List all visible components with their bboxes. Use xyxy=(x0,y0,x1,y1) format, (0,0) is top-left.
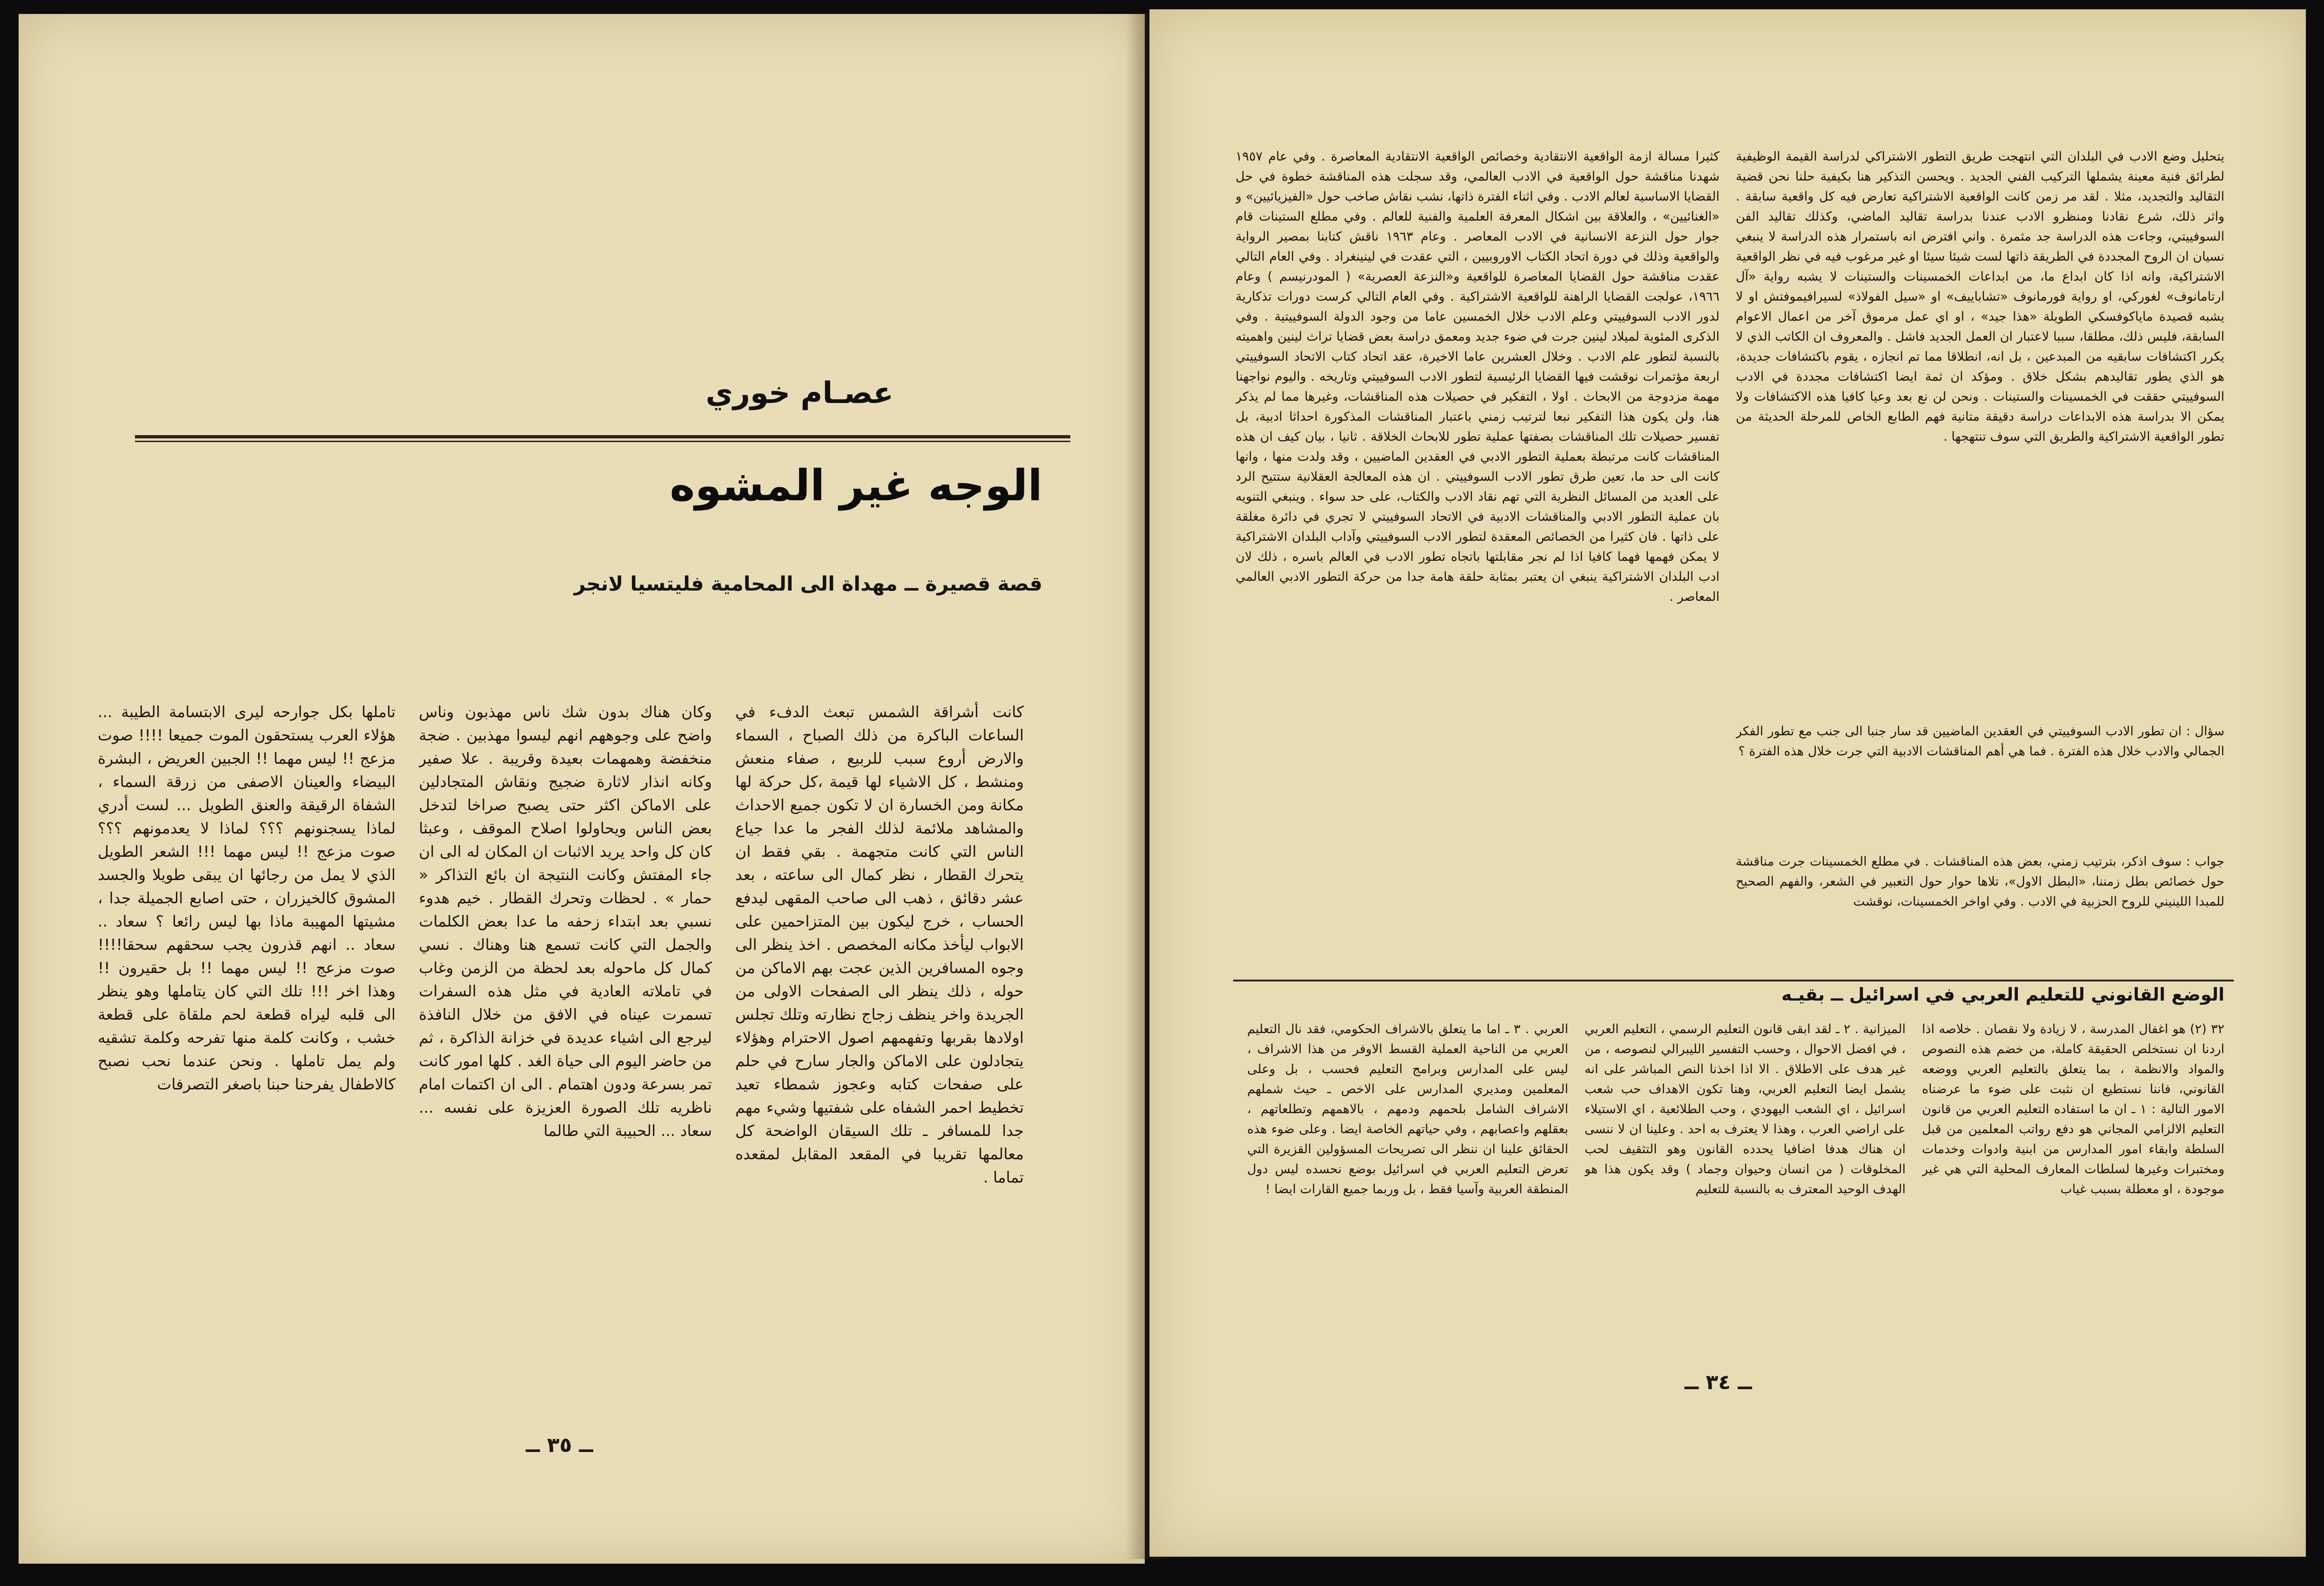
story-subtitle: قصة قصيرة ــ مهداة الى المحامية فليتسيا لانجر xyxy=(574,572,1042,596)
interview-answer: جواب : سوف اذكر، بترتيب زمني، بعض هذه المناقشات . في مطلع الخمسينات جرت مناقشة حول خصائص بطل زمننا، «البطل الاول»، تلاها حوار حول التعبير في الشعر، والفهم الصحيح للمبدا اللينيني للروح الحزبية في الادب . وفي اواخر الخمسينات، نوقشت xyxy=(1736,854,2224,909)
section-title: الوضع القانوني للتعليم العربي في اسرائيل ــ بقيـه xyxy=(1781,984,2224,1005)
section-column-3: العربي . ٣ ـ اما ما يتعلق بالاشراف الحكومي، فقد نال التعليم العربي من الناحية العملية القسط الاوفر من هذا الاشراف ، ليس على المدارس وبرامج التعليم فحسب ، بل وعلى المعلمين ومديري المدارس على الاخص ـ حيث شملهم الاشراف الشامل بلحمهم ودمهم ، بالاهمهم وتطلعاتهم ، بعقلهم واعصابهم ، وفي حياتهم الخاصة ايضا . وعلى ضوء هذه الحقائق علينا ان ننظر الى تصريحات المسؤولين القزيرة التي تعرض التعليم العربي في اسرائيل بوضع نحسده ليس دول المنطقة العربية وآسيا فقط ، بل وربما جميع القارات ايضا ! xyxy=(1247,1022,1568,1196)
section-column-2: الميزانية . ٢ ـ لقد ابقى قانون التعليم الرسمي ، التعليم العربي ، في افضل الاحوال ، وحسب التفسير الليبرالي لنصوصه ، من غير هدف على الاطلاق . الا اذا اخذنا النص المباشر على انه يشمل ايضا التعليم العربي، وهنا تكون الاهداف حب شعب اسرائيل ، اي الشعب اليهودي ، وحب الطلائعية ، اي الاستيلاء على اراضي العرب ، وهذا لا يعترف به احد . وعلينا ان لا ننسى ان هناك هدفا اضافيا يحدده القانون وهو التثقيف لحب المخلوقات ( من انسان وحيوان وجماد ) وقد يكون هذا هو الهدف الوحيد المعترف به بالنسبة للتعليم xyxy=(1585,1022,1906,1196)
page-number: ــ ٣٥ ــ xyxy=(526,1433,593,1457)
article-column-left: كثيرا مسالة ازمة الواقعية الانتقادية وخصائص الواقعية الانتقادية المعاصرة . وفي عام ١٩٥٧ شهدنا مناقشة حول الواقعية في الادب العالمي، وقد سجلت هذه المناقشة خطوة في حل القضايا الاساسية لعالم الادب . وفي اثناء الفترة ذاتها، نشب نقاش صاخب حول «الفيزيائيين» و «الغنائيين» ، والعلاقة بين اشكال المعرفة العلمية والفنية للعالم . وفي مطلع الستينات قام جوار حول النزعة الانسانية في الادب المعاصر . وعام ١٩٦٣ ناقش كتابنا بمصير الرواية والواقعية وذلك في دورة اتحاد الكتاب الاوروبيين ، التي عقدت في لينينغراد . وفي العام التالي عقدت مناقشة حول القضايا المعاصرة للواقعية و«النزعة العصرية» ( المودرنيسم ) وعام ١٩٦٦، عولجت القضايا الراهنة للواقعية الاشتراكية . وفي العام التالي كرست دورات تذكارية لدور الادب السوفييتي وعلم الادب خلال الخمسين عاما من وجود الدولة السوفييتية . وفي الذكرى المئوية لميلاد لينين جرت في ضوء جديد ومعمق دراسة بعض قضايا تراث لينين واهميته بالنسبة لتطور علم الادب . وخلال العشرين عاما الاخيرة، عقد اتحاد كتاب الاتحاد السوفييتي اربعة مؤتمرات نوقشت فيها القضايا الرئيسية لتطور الادب السوفييتي وتاريخه . واليوم نواجهنا مهمة مزدوجة من الابحاث . اولا ، التفكير في حصيلات هذه المناقشات، وغيرها مما لم يذكر هنا، ولن يكون هذا التفكير نبعا لترتيب زمني باعتبار المناقشات المذكورة احداثا ادبية، بل تفسير حصيلات تلك المناقشات بصفتها عملية تطور للابحاث الخلاقة . ثانيا ، بيان كيف ان هذه المناقشات كانت مرتبطة بعملية التطور الادبي في العقدين الماضيين ، وقد ولدت منها ، وانها كانت الى حد ما، تعين طرق تطور الادب السوفييتي . ان هذه المعالجة العقلانية ستتيح الرد على العديد من المسائل النظرية التي تهم نقاد الادب والكتاب، على حد سواء . وينبغي التنويه بان عملية التطور الادبي والمناقشات الادبية في الاتحاد السوفييتي لا تجري في دائرة مغلقة على ذاتها . فان كثيرا من الخصائص المعقدة لتطور الادب السوفييتي وآداب البلدان الاشتراكية لا يمكن فهمها فهما كافيا اذا لم نجر مقابلتها باتجاه تطور الادب في العالم باسره ، ذلك لان ادب البلدان الاشتراكية ينبغي ان يعتبر بمثابة حلقة هامة جدا من حركة التطور الادبي العالمي المعاصر . xyxy=(1236,149,1719,604)
author-name: عصـام خوري xyxy=(705,376,893,410)
story-title: الوجه غير المشوه xyxy=(670,461,1042,511)
section-rule xyxy=(1233,980,2234,981)
story-column-3: تاملها بكل جوارحه ليرى الابتسامة الطيبة ... هؤلاء العرب يستحقون الموت جميعا !!!! صوت مزعج !! ليس مهما !! الجبين العريض ، البشرة البيضاء والعينان الاصفى من زرقة السماء ، الشفاة الرقيقة والعنق الطويل ... لست أدري لماذا يسجنونهم ؟؟؟ لماذا لا يعدمونهم ؟؟؟ صوت مزعج !! ليس مهما !!! الشعر الطويل الذي لا يمل من رجائها ان يبقى طويلا والجسد المشوق كالخيزران ، حتى اصابع الجميلة جدا ، مشيتها المهيبة ماذا بها ليس رائعا ؟ سعاد .. سعاد .. انهم قذرون يجب سحقهم سحقا!!!! صوت مزعج !! ليس مهما !! بل حقيرون !! وهذا اخر !!! تلك التي كان يتاملها وهو ينظر الى قلبه ليراه قطعة لحم ملقاة على قطعة خشب ، وكانت كلمة منها تفرحه وكلمة تشقيه ولم يمل تاملها . ونحن عندما نحب نصبح كالاطفال يفرحنا حبنا باصغر التصرفات xyxy=(98,703,396,1093)
right-page xyxy=(1149,9,2306,1557)
title-rule-top xyxy=(135,435,1070,438)
story-column-1: كانت أشراقة الشمس تبعث الدفء في الساعات الباكرة من ذلك الصباح ، السماء والارض أروع سبب للربيع ، صفاء منعش ومنشط ، كل الاشياء لها قيمة ،كل حركة لها مكانة ومن الخسارة ان لا تكون جميع الاحداث والمشاهد ملائمة لذلك الفجر ما عدا جياع الناس التي كانت متجهمة . بقي فقط ان يتحرك القطار ، نظر كمال الى ساعته ، بعد عشر دقائق ، ذهب الى صاحب المقهى ليدفع الحساب ، خرج ليكون بين المتزاحمين على الابواب ليأخذ مكانه المخصص . اخذ ينظر الى وجوه المسافرين الذين عجت بهم الاماكن من حوله ، ذلك ينظر الى الصفحات الاولى من الجريدة واخر ينظف زجاج نظارته وتلك تجلس اولادها بقربها وتفهمهم اصول الاحترام وهؤلاء يتجادلون على الاماكن والجار سارح في حلم على صفحات كتابه وعجوز شمطاء تعيد تخطيط احمر الشفاه على شفتيها وشيء مهم جدا للمسافر ـ تلك السيقان الواضحة كل معالمها تقريبا في المقعد المقابل لمقعده تماما . xyxy=(735,703,1024,1186)
story-column-2: وكان هناك بدون شك ناس مهذبون وناس واضح على وجوههم انهم ليسوا مهذبين . ضجة منخفضة وهمهمات بعيدة وقريبة . علا صفير وكانه انذار لاثارة ضجيج ونقاش المتجادلين على الاماكن اكثر حتى يصبح صراخا لتدخل بعض الناس ويحاولوا اصلاح الموقف ، وعبثا كان كل واحد يريد الاثبات ان المكان له الى ان جاء المفتش وكانت النتيجة ان بائع التذاكر « حمار » . لحظات وتحرك القطار . خيم هدوء نسبي بعد ابتداء زحفه ما عدا بعض الكلمات والجمل التي كانت تسمع هنا وهناك . نسي كمال كل ماحوله بعد لحظة من الزمن وغاب في تاملاته العادية في مثل هذه السفرات تسمرت عيناه في الافق من خلال النافذة ليرجع الى اشياء عديدة في خزانة الذاكرة ، ثم من حاضر اليوم الى حياة الغد . كلها امور كانت تمر بسرعة ودون اهتمام . الى ان اكتمات امام ناظريه تلك الصورة العزيزة على نفسه ... سعاد ... الحبيبة التي طالما xyxy=(419,703,712,1140)
article-column-right: يتحليل وضع الادب في البلدان التي انتهجت طريق التطور الاشتراكي لدراسة القيمة الوظيفية لطرائق فنية معينة يشملها التركيب الفني الجديد . ويحسن التذكير هنا بكيفية حلنا نحن قضية التقاليد والتجديد، مثلا . لقد مر زمن كانت الواقعية الاشتراكية تعارض فيه كل واقعية سابقة . واثر ذلك، شرع نقادنا ومنظرو الادب عندنا بدراسة تقاليد الماضي، وكذلك تقاليد الفن السوفييتي، وجاءت هذه الدراسة جد مثمرة . واني افترض انه باستمرار هذه الدراسة لا ينبغي نسيان ان الروح المجددة في الطريقة ذاتها لست شيئا سيئا او غير مرغوب فيه في نظر الواقعية الاشتراكية، وانه اذا كان ابداع ما، من ابداعات الخمسينات والستينات لا يشبه رواية «آل ارتامانوف» لغوركي، او رواية فورمانوف «تشاباييف» او «سيل الفولاذ» لسيرافيموفتش او لا يشبه قصيدة ماياكوفسكي الطويلة «هذا جيد» ، او اي عمل مرموق آخر من اعمال الاعوام السابقة، فليس ذلك، مطلقا، سببا لاعتبار ان العمل الجديد فاشل . والمعروف ان الكاتب الذي لا يكرر اكتشافات سابقيه من المبدعين ، بل انه، انطلاقا مما تم انجازه ، يقوم باكتشافات جديدة، هو الذي يطور تقاليدهم بشكل خلاق . ومؤكد ان ثمة ايضا اكتشافات مجددة في الادب السوفييتي حققت في الخمسينات والستينات . ونحن لن نع بعد وعيا كافيا هذه الاكتشافات ولا يمكن الا بدراسة هذه الابداعات دراسة دقيقة متانية فهم الطابع الخاص للمرحلة الحديثة من تطور الواقعية الاشتراكية والطريق التي سوف تنتهجها . xyxy=(1736,149,2224,444)
page-number: ــ ٣٤ ــ xyxy=(1685,1371,1752,1394)
left-page xyxy=(19,14,1145,1564)
title-rule-top-thin xyxy=(135,441,1070,442)
interview-question: سؤال : ان تطور الادب السوفييتي في العقدين الماضيين قد سار جنبا الى جنب مع تطور الفكر الجمالي والادب خلال هذه الفترة . فما هي أهم المناقشات الادبية التي جرت خلال هذه الفترة ؟ xyxy=(1736,724,2224,759)
section-column-1: ٣٢ (٢) هو اغفال المدرسة ، لا زيادة ولا نقصان . خلاصه اذا اردنا ان نستخلص الحقيقة كاملة، من خضم هذه النصوص والمواد والانظمة ، بما يتعلق بالتعليم العربي ووضعه القانوني، فاننا نستطيع ان نثبت على ضوء ما عرضناه الامور التالية : ١ ـ ان ما استفاده التعليم العربي من قانون التعليم الالزامي المجاني هو دفع رواتب المعلمين من قبل السلطة وابقاء امور المدارس من ابنية وادوات وخدمات ومختبرات وغيرها لسلطات المعارف المحلية التي هي غير موجودة ، او معطلة بسبب غياب xyxy=(1922,1022,2224,1196)
